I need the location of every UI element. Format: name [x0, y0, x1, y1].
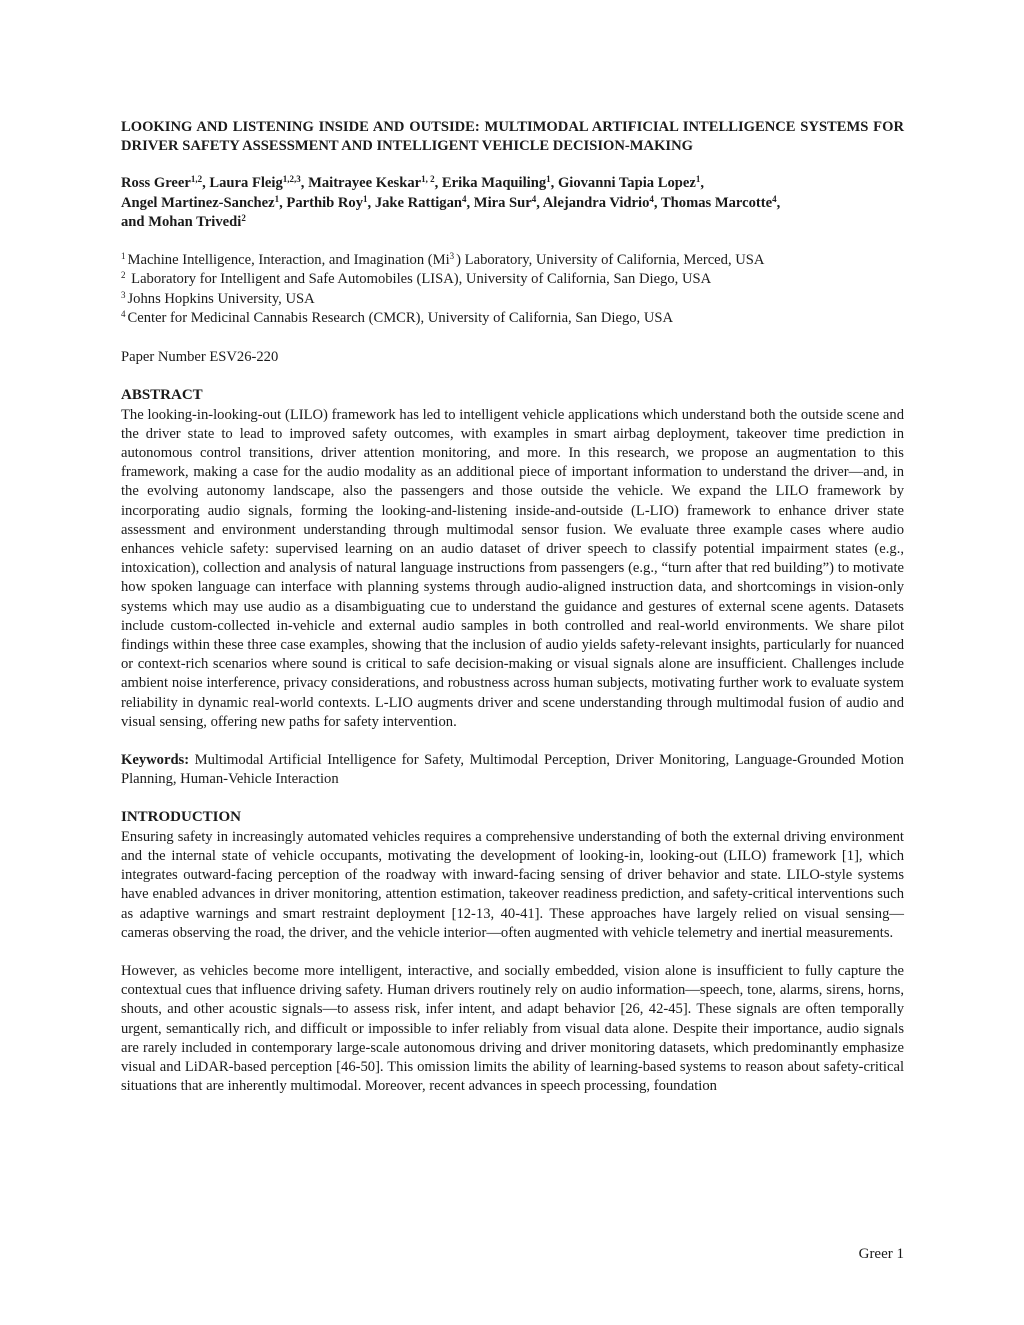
author-list: [121, 174, 904, 233]
abstract-text: The looking-in-looking-out (LILO) framework has led to intelligent vehicle applications which understand both the outside scene and the driver state to lead to improved safety outcomes, with examples in smart airbag deployment, takeover time prediction in autonomous control transitions, driver attention monitoring, and more. In this research, we propose an augmentation to this framework, making a case for the audio modality as an additional piece of important information to understand the driver—and, in the evolving autonomy landscape, also the passengers and those outside the vehicle. We expand the LILO framework by incorporating audio signals, forming the looking-and-listening inside-and-outside (L-LIO) framework to enhance driver state assessment and environment understanding through multimodal sensor fusion. We evaluate three example cases where audio enhances vehicle safety: supervised learning on an audio dataset of driver speech to classify potential impairment states (e.g., intoxication), collection and analysis of natural language instructions from passengers (e.g., “turn after that red building”) to motivate how spoken language can interface with planning systems through audio-aligned instruction data, and shortcomings in vision-only systems which may use audio as a disambiguating cue to understand the guidance and gestures of external scene agents. Datasets include custom-collected in-vehicle and external audio samples in both controlled and real-world environments. We share pilot findings within these three case examples, showing that the inclusion of audio yields safety-relevant insights, particularly for nuanced or context-rich scenarios where sound is critical to safe decision-making or visual signals alone are insufficient. Challenges include ambient noise interference, privacy considerations, and robustness across human subjects, motivating further work to evaluate system reliability in dynamic real-world contexts. L-LIO augments driver and scene understanding through multimodal fusion of audio and visual sensing, offering new paths for safety intervention.: [121, 406, 904, 730]
author: Mira Sur$^4$,: [473, 193, 543, 211]
affiliation: $^4$ Center for Medicinal Cannabis Research (CMCR), University of California, San Diego, USA: [121, 309, 674, 326]
keywords-label: Keywords:: [121, 751, 190, 768]
affiliation-list: [121, 251, 904, 329]
author: Laura Fleig$^{1,2,3}$,: [209, 174, 309, 191]
author: Giovanni Tapia Lopez$^1$,: [557, 174, 704, 191]
author: Erika Maquiling$^1$,: [441, 174, 558, 191]
abstract-heading: ABSTRACT: [121, 387, 203, 403]
page-footer: Greer 1: [858, 1246, 904, 1262]
author: Ross Greer$^{1,2}$,: [121, 174, 210, 191]
affiliation: $^2$ Laboratory for Intelligent and Safe Automobiles (LISA), University of California, San Diego, USA: [121, 270, 712, 287]
paper-page: [121, 118, 904, 1097]
affiliation: $^3$ Johns Hopkins University, USA: [121, 289, 315, 307]
introduction-heading: INTRODUCTION: [121, 809, 242, 826]
author: Jake Rattigan$^4$,: [374, 193, 474, 211]
affiliation: $^1$ Machine Intelligence, Interaction, and Imagination (Mi$^3$ ) Laboratory, University of California, Merced, USA: [121, 250, 765, 268]
paper-title: LOOKING AND LISTENING INSIDE AND OUTSIDE: MULTIMODAL ARTIFICIAL INTELLIGENCE SYSTEMS FOR DRIVER SAFETY ASSESSMENT AND INTELLIGENT VEHICLE DECISION-MAKING: [121, 119, 904, 154]
author: Angel Martinez-Sanchez$^1$,: [121, 193, 287, 211]
author: Alejandra Vidrio$^4$,: [542, 193, 661, 211]
keywords: [121, 751, 904, 789]
author-and: and: [121, 214, 145, 230]
author: Thomas Marcotte$^4$,: [660, 193, 781, 211]
introduction-paragraph: However, as vehicles become more intelligent, interactive, and socially embedded, vision alone is insufficient to fully capture the contextual cues that influence driving safety. Human drivers routinely rely on audio information—speech, tone, alarms, sirens, horns, shouts, and other acoustic signals—to assess risk, infer intent, and adapt behavior [26, 42-45]. These signals are often temporally urgent, semantically rich, and difficult or impossible to infer reliably from visual data alone. Despite their importance, audio signals are rarely included in contemporary large-scale autonomous driving and driver monitoring datasets, which predominantly emphasize visual and LiDAR-based perception [46-50]. This omission limits the ability of learning-based systems to reason about safety-critical situations that are inherently multimodal. Moreover, recent advances in speech processing, foundation: [121, 963, 904, 1095]
keywords-text: Multimodal Artificial Intelligence for Safety, Multimodal Perception, Driver Monitoring, Language-Grounded Motion Planning, Human-Vehicle Interaction: [121, 751, 904, 788]
author: Mohan Trivedi$^2$: [148, 213, 246, 230]
author: Parthib Roy$^1$,: [286, 193, 375, 211]
introduction-paragraph: Ensuring safety in increasingly automated vehicles requires a comprehensive understanding of both the external driving environment and the internal state of vehicle occupants, motivating the development of looking-in, looking-out (LILO) framework [1], which integrates outward-facing perception of the roadway with inward-facing sensing of driver behavior and state. LILO-style systems have enabled advances in driver monitoring, attention estimation, takeover readiness prediction, and safety-critical interventions such as adaptive warnings and smart restraint deployment [12-13, 40-41]. These approaches have largely relied on visual sensing—cameras observing the road, the driver, and the vehicle interior—often augmented with vehicle telemetry and inertial measurements.: [121, 828, 904, 941]
paper-number: Paper Number ESV26-220: [121, 348, 279, 365]
author: Maitrayee Keskar$^{1, 2}$,: [308, 174, 442, 191]
